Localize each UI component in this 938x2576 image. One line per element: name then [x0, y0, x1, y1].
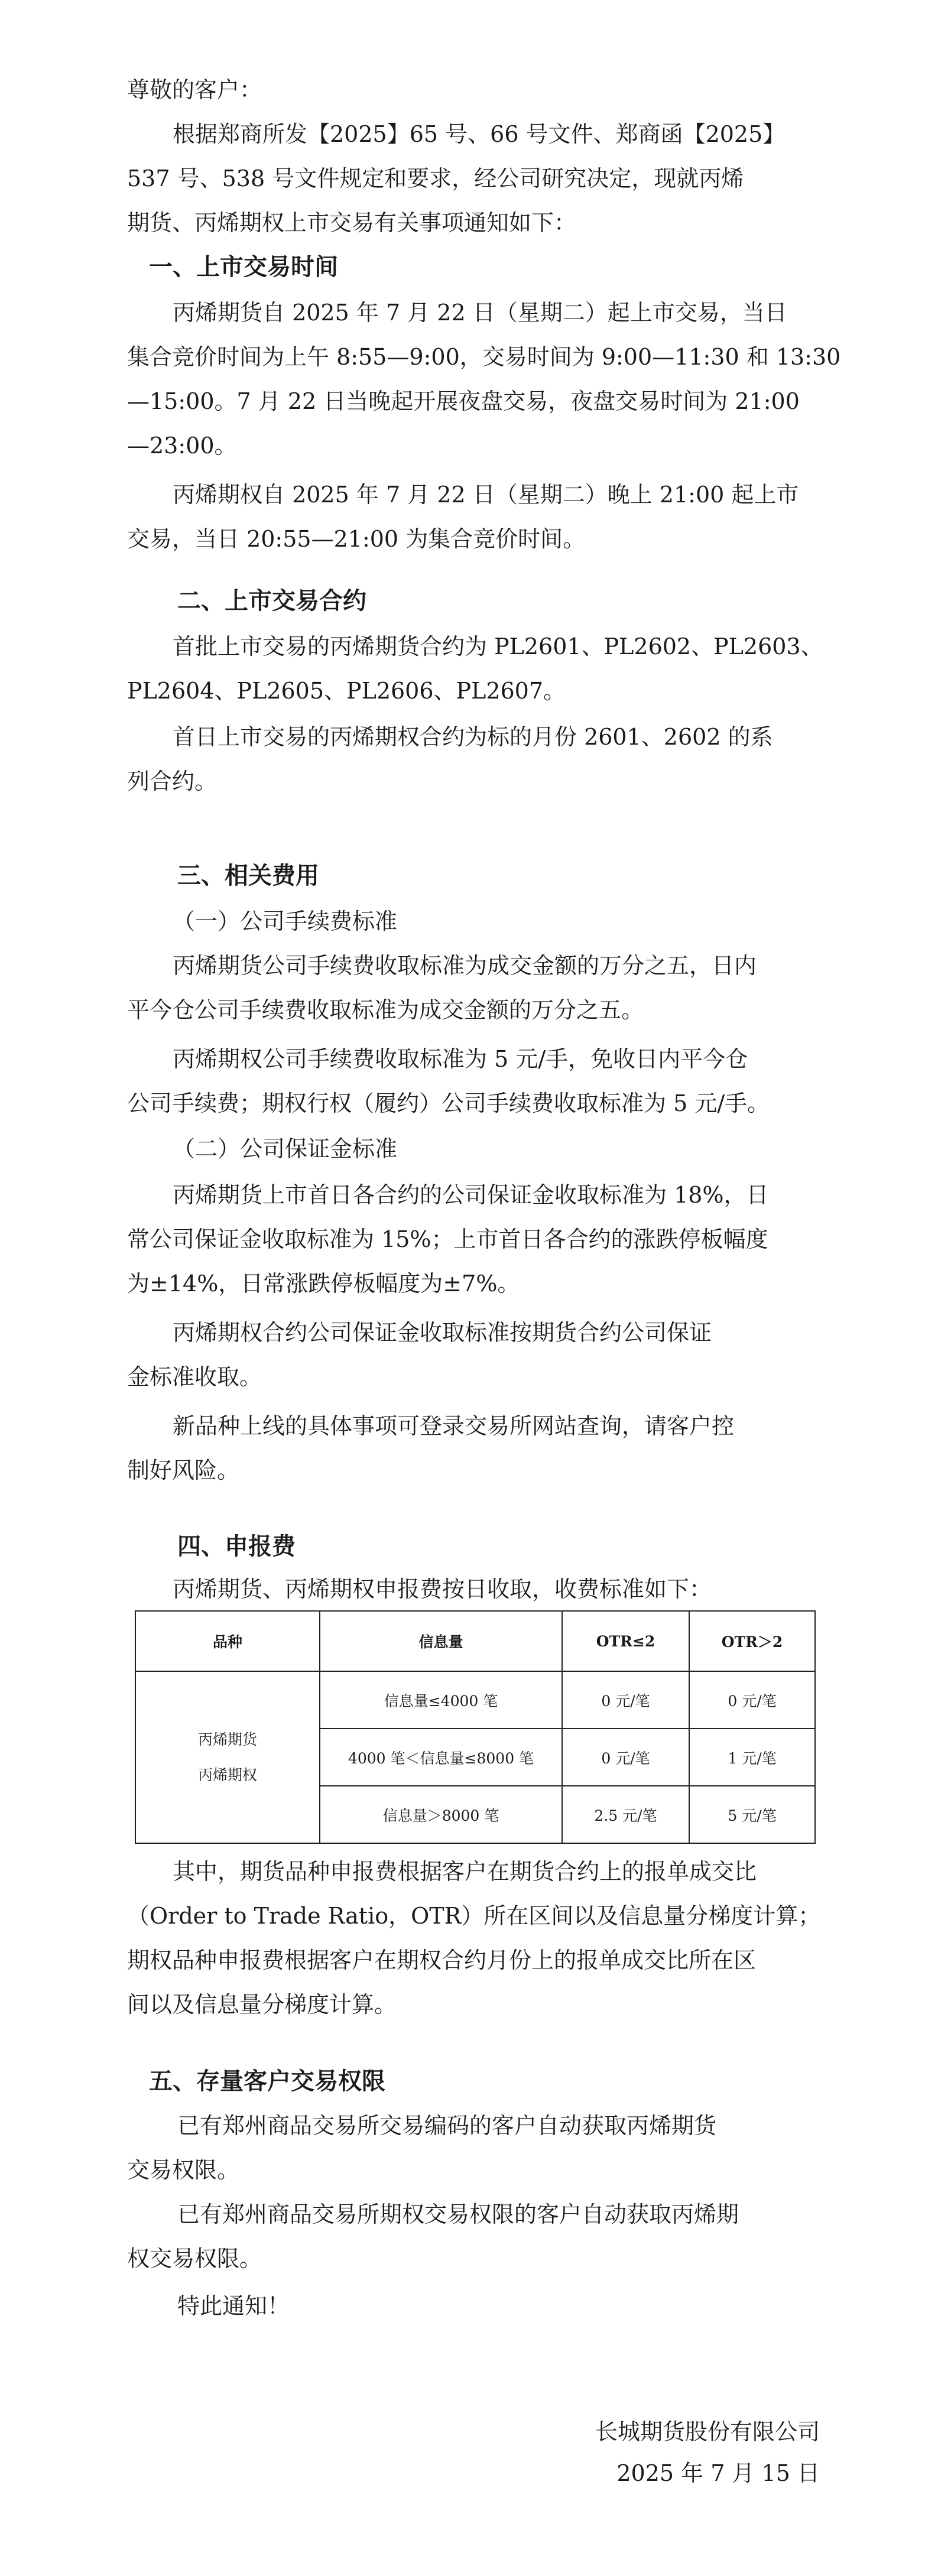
section1-para1-line4: —23:00。 — [127, 433, 237, 459]
section1-para1-line1: 丙烯期货自 2025 年 7 月 22 日（星期二）起上市交易，当日 — [173, 300, 787, 326]
fee-futures-line1: 丙烯期货公司手续费收取标准为成交金额的万分之五，日内 — [173, 953, 757, 979]
header-otr-high: OTR＞2 — [689, 1611, 815, 1671]
section5-title: 五、存量客户交易权限 — [149, 2068, 385, 2095]
margin-futures-line2: 常公司保证金收取标准为 15%；上市首日各合约的涨跌停板幅度 — [127, 1226, 768, 1252]
margin-options-line1: 丙烯期权合约公司保证金收取标准按期货合约公司保证 — [173, 1320, 712, 1346]
volume-cell: 信息量＞8000 笔 — [320, 1786, 562, 1843]
volume-cell: 信息量≤4000 笔 — [320, 1671, 562, 1729]
declaration-note-line1: 其中，期货品种申报费根据客户在期货合约上的报单成交比 — [173, 1859, 757, 1885]
volume-cell: 4000 笔＜信息量≤8000 笔 — [320, 1729, 562, 1786]
permission-options-line2: 权交易权限。 — [127, 2246, 262, 2272]
otr-high-cell: 5 元/笔 — [689, 1786, 815, 1843]
product-futures: 丙烯期货 — [197, 1730, 257, 1748]
section2-para2-line2: 列合约。 — [127, 768, 218, 794]
fee-options-line1: 丙烯期权公司手续费收取标准为 5 元/手，免收日内平今仓 — [173, 1046, 748, 1072]
header-product: 品种 — [135, 1611, 320, 1671]
declaration-fee-table — [135, 1610, 816, 1844]
section2-para1-line1: 首批上市交易的丙烯期货合约为 PL2601、PL2602、PL2603、 — [173, 634, 823, 660]
section1-para2-line2: 交易，当日 20:55—21:00 为集合竞价时间。 — [127, 526, 586, 552]
otr-low-cell: 2.5 元/笔 — [562, 1786, 689, 1843]
section1-para2-line1: 丙烯期权自 2025 年 7 月 22 日（星期二）晚上 21:00 起上市 — [173, 482, 799, 508]
margin-futures-line3: 为±14%，日常涨跌停板幅度为±7%。 — [127, 1271, 520, 1297]
header-volume: 信息量 — [320, 1611, 562, 1671]
table-row — [135, 1671, 815, 1729]
permission-options-line1: 已有郑州商品交易所期权交易权限的客户自动获取丙烯期 — [177, 2201, 739, 2227]
header-otr-low: OTR≤2 — [562, 1611, 689, 1671]
section2-title: 二、上市交易合约 — [177, 587, 366, 615]
closing-line: 特此通知！ — [177, 2293, 290, 2319]
otr-high-cell: 1 元/笔 — [689, 1729, 815, 1786]
notice-date: 2025 年 7 月 15 日 — [616, 2460, 820, 2486]
declaration-fee-intro: 丙烯期货、丙烯期权申报费按日收取，收费标准如下： — [173, 1576, 712, 1602]
otr-low-cell: 0 元/笔 — [562, 1671, 689, 1729]
greeting: 尊敬的客户： — [127, 77, 262, 103]
company-name: 长城期货股份有限公司 — [595, 2419, 820, 2445]
fee-futures-line2: 平今仓公司手续费收取标准为成交金额的万分之五。 — [127, 997, 644, 1023]
table-header-row — [135, 1611, 815, 1671]
otr-low-cell: 0 元/笔 — [562, 1729, 689, 1786]
section2-para1-line2: PL2604、PL2605、PL2606、PL2607。 — [127, 678, 566, 704]
section1-para1-line2: 集合竞价时间为上午 8:55—9:00，交易时间为 9:00—11:30 和 13:30 — [127, 344, 841, 370]
declaration-note-line4: 间以及信息量分梯度计算。 — [127, 1992, 397, 2018]
margin-futures-line1: 丙烯期货上市首日各合约的公司保证金收取标准为 18%，日 — [173, 1182, 769, 1208]
otr-high-cell: 0 元/笔 — [689, 1671, 815, 1729]
section4-title: 四、申报费 — [177, 1533, 296, 1560]
declaration-note-line3: 期权品种申报费根据客户在期权合约月份上的报单成交比所在区 — [127, 1947, 757, 1973]
section2-para2-line1: 首日上市交易的丙烯期权合约为标的月份 2601、2602 的系 — [173, 724, 773, 750]
permission-futures-line1: 已有郑州商品交易所交易编码的客户自动获取丙烯期货 — [177, 2113, 717, 2139]
section3-subheading-margin: （二）公司保证金标准 — [173, 1136, 398, 1162]
product-cell — [135, 1671, 320, 1843]
intro-line-2: 537 号、538 号文件规定和要求，经公司研究决定，现就丙烯 — [127, 165, 744, 191]
section1-title: 一、上市交易时间 — [149, 254, 338, 281]
margin-options-line2: 金标准收取。 — [127, 1364, 262, 1390]
fee-options-line2: 公司手续费；期权行权（履约）公司手续费收取标准为 5 元/手。 — [127, 1090, 770, 1116]
section1-para1-line3: —15:00。7 月 22 日当晚起开展夜盘交易，夜盘交易时间为 21:00 — [127, 388, 800, 414]
risk-note-line1: 新品种上线的具体事项可登录交易所网站查询，请客户控 — [173, 1413, 735, 1439]
permission-futures-line2: 交易权限。 — [127, 2157, 240, 2183]
section3-title: 三、相关费用 — [177, 862, 319, 889]
declaration-note-line2: （Order to Trade Ratio，OTR）所在区间以及信息量分梯度计算； — [127, 1903, 821, 1929]
intro-line-3: 期货、丙烯期权上市交易有关事项通知如下： — [127, 210, 577, 236]
risk-note-line2: 制好风险。 — [127, 1457, 240, 1483]
product-options: 丙烯期权 — [197, 1766, 257, 1784]
section3-subheading-fees: （一）公司手续费标准 — [173, 908, 398, 934]
intro-line-1: 根据郑商所发【2025】65 号、66 号文件、郑商函【2025】 — [173, 121, 786, 147]
